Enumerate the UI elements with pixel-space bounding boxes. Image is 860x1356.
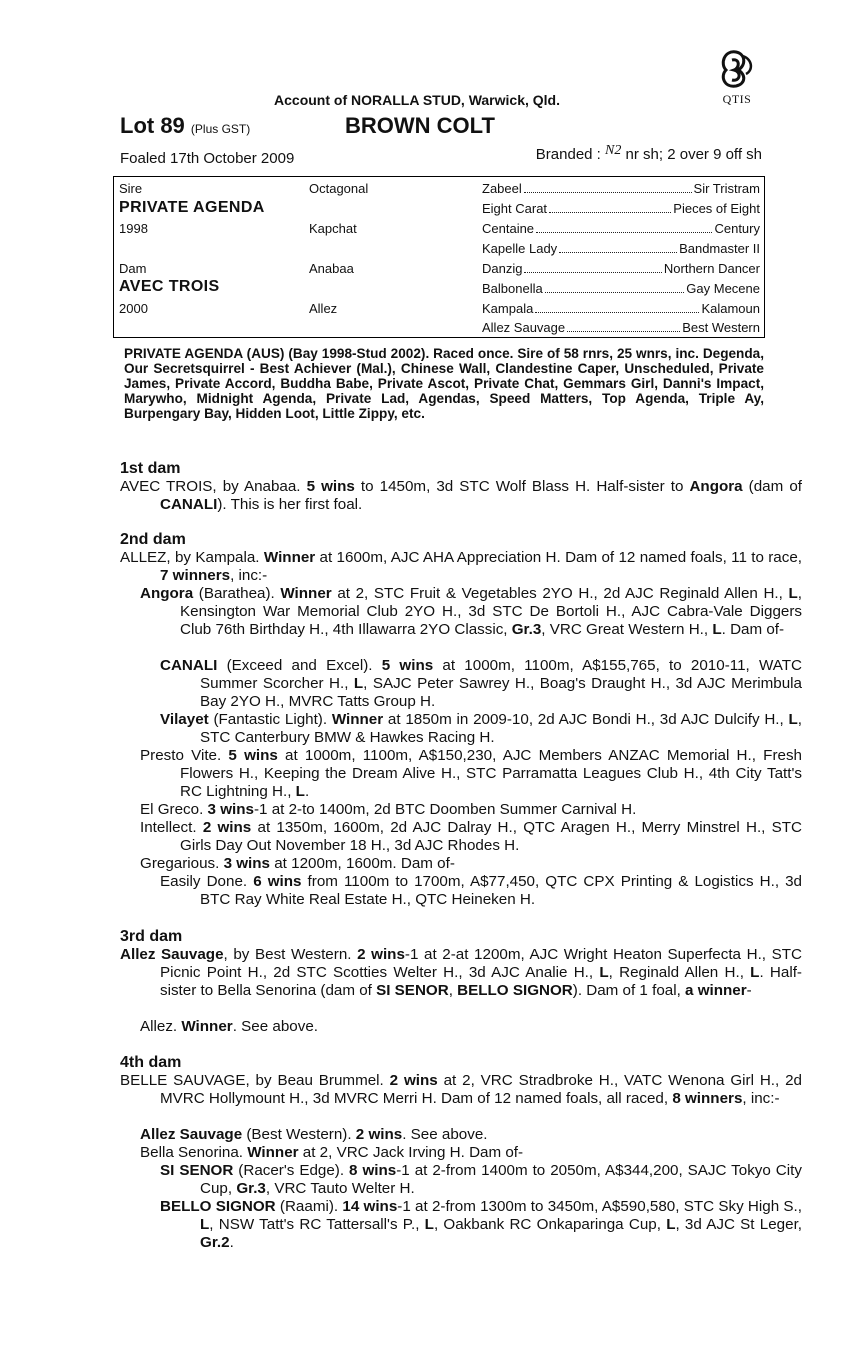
pedigree-table [113, 176, 765, 338]
produce-easily-done [160, 873, 802, 909]
emphasis-text: 2 wins [389, 1072, 438, 1089]
text-run: ). This is her first foal. [217, 496, 363, 513]
emphasis-text: a winner [685, 982, 747, 999]
great-grandparent: Northern Dancer [663, 261, 760, 276]
text-run: , inc:- [230, 567, 268, 584]
emphasis-text: Allez Sauvage [140, 1126, 243, 1143]
grandparent-row [482, 261, 760, 277]
grandparent-row [482, 241, 760, 257]
text-run: Allez. [140, 1018, 182, 1035]
text-run: -1 at 2-at 1200m, AJC Wright Heaton Superfecta H., STC Picnic Point H., 2d STC Scotties Welter H., 3d AJC Analie H., [160, 946, 802, 981]
text-run: El Greco. [140, 801, 208, 818]
dam-name: AVEC TROIS [119, 278, 220, 295]
text-run: -1 at 2-from 1400m to 2050m, A$344,200, SAJC Tokyo City Cup, [200, 1162, 802, 1197]
emphasis-text: L [599, 964, 609, 981]
text-run: , VRC Tauto Welter H. [265, 1180, 415, 1197]
emphasis-text: CANALI [160, 496, 218, 513]
text-run: at 1600m, AJC AHA Appreciation H. Dam of 12 named foals, 11 to race, [315, 549, 803, 566]
text-run: ). Dam of 1 foal, [572, 982, 686, 999]
emphasis-text: SI SENOR [376, 982, 449, 999]
text-run: at 1850m in 2009-10, 2d AJC Bondi H., 3d AJC Dulcify H., [383, 711, 789, 728]
text-run: BELLE SAUVAGE, by Beau Brummel. [120, 1072, 390, 1089]
text-run: (dam of [742, 478, 802, 495]
brand-details [535, 143, 762, 164]
emphasis-text: L [424, 1216, 434, 1233]
emphasis-text: L [788, 711, 798, 728]
text-run: , STC Canterbury BMW & Hawkes Racing H. [200, 711, 802, 746]
emphasis-text: 6 wins [253, 873, 302, 890]
dam-dam: Allez [309, 301, 338, 316]
emphasis-text: Winner [181, 1018, 233, 1035]
emphasis-text: 5 wins [306, 478, 355, 495]
branded-label: Branded : [535, 146, 601, 163]
text-run: , inc:- [742, 1090, 780, 1107]
text-run: (Exceed and Excel). [217, 657, 382, 674]
emphasis-text: Winner [280, 585, 332, 602]
emphasis-text: L [788, 585, 798, 602]
sire-year: 1998 [119, 221, 148, 236]
sire-label: Sire [119, 181, 143, 196]
fourth-dam-heading: 4th dam [120, 1054, 182, 1071]
second-dam-text [120, 549, 802, 585]
emphasis-text: Winner [331, 711, 384, 728]
grandparent: Danzig [482, 261, 523, 276]
text-run: . Half-sister to Bella Senorina (dam of [160, 964, 802, 999]
produce-allez [140, 1018, 802, 1036]
emphasis-text: L [295, 783, 305, 800]
produce-presto-vite [140, 747, 802, 801]
emphasis-text: Gr.3 [511, 621, 542, 638]
emphasis-text: Allez Sauvage [120, 946, 224, 963]
text-run: , Kensington War Memorial Club 2YO H., 3d STC De Bortoli H., AJC Cabra-Vale Diggers Club 76th Birthday H., 4th Illawarra 2YO Classic, [180, 585, 802, 638]
text-run: at 1000m, 1100m, A$150,230, AJC Members ANZAC Memorial H., Fresh Flowers H., Keeping the Dream Alive H., STC Parramatta Leagues Club H., 4th City Tatt's RC Lightning H., [180, 747, 802, 800]
emphasis-text: 2 wins [202, 819, 252, 836]
emphasis-text: Winner [263, 549, 316, 566]
produce-el-greco [140, 801, 802, 819]
grandparent-row [482, 201, 760, 217]
produce-angora [140, 585, 802, 639]
sire-name: PRIVATE AGENDA [119, 199, 265, 216]
emphasis-text: L [666, 1216, 676, 1233]
emphasis-text: Angora [689, 478, 743, 495]
text-run: to 1450m, 3d STC Wolf Blass H. Half-sister to [354, 478, 690, 495]
text-run: Easily Done. [160, 873, 254, 890]
text-run: , Oakbank RC Onkaparinga Cup, [433, 1216, 667, 1233]
third-dam-heading: 3rd dam [120, 928, 183, 945]
gst-note: (Plus GST) [190, 122, 251, 136]
great-grandparent: Gay Mecene [686, 281, 760, 296]
text-run: - [746, 982, 752, 999]
text-run: . [304, 783, 310, 800]
sire-sire: Octagonal [309, 181, 369, 196]
great-grandparent: Century [714, 221, 760, 236]
text-run: . See above. [402, 1126, 488, 1143]
text-run: Intellect. [140, 819, 203, 836]
emphasis-text: Gr.3 [236, 1180, 266, 1197]
emphasis-text: SI SENOR [160, 1162, 234, 1179]
text-run: Bella Senorina. [140, 1144, 248, 1161]
emphasis-text: 7 winners [160, 567, 231, 584]
grandparent: Eight Carat [482, 201, 548, 216]
emphasis-text: Winner [247, 1144, 299, 1161]
first-dam-text [120, 478, 802, 514]
grandparent-row [482, 301, 760, 317]
emphasis-text: 8 wins [349, 1162, 397, 1179]
text-run: Presto Vite. [140, 747, 229, 764]
qtis-logo-text: QTIS [722, 92, 752, 106]
lot-number [120, 113, 250, 139]
grandparent: Centaine [482, 221, 535, 236]
great-grandparent: Pieces of Eight [673, 201, 760, 216]
text-run: . [229, 1234, 234, 1251]
text-run: , VRC Great Western H., [541, 621, 713, 638]
text-run: AVEC TROIS, by Anabaa. [120, 478, 307, 495]
text-run: at 2, STC Fruit & Vegetables 2YO H., 2d AJC Reginald Allen H., [331, 585, 789, 602]
grandparent: Balbonella [482, 281, 543, 296]
fourth-dam-text [120, 1072, 802, 1108]
emphasis-text: L [750, 964, 760, 981]
text-run: , Reginald Allen H., [608, 964, 751, 981]
text-run: at 1350m, 1600m, 2d AJC Dalray H., QTC Aragen H., Merry Minstrel H., STC Girls Day Out November 18 H., 3d AJC Rhodes H. [180, 819, 802, 854]
text-run: (Fantastic Light). [208, 711, 332, 728]
emphasis-text: 2 wins [357, 946, 405, 963]
emphasis-text: BELLO SIGNOR [457, 982, 573, 999]
horse-description: BROWN COLT [345, 113, 495, 138]
lot-label: Lot 89 [120, 113, 185, 138]
emphasis-text: 2 wins [355, 1126, 403, 1143]
emphasis-text: Vilayet [160, 711, 209, 728]
great-grandparent: Best Western [682, 320, 760, 335]
text-run: (Racer's Edge). [233, 1162, 350, 1179]
great-grandparent: Bandmaster II [679, 241, 760, 256]
text-run: from 1100m to 1700m, A$77,450, QTC CPX Printing & Logistics H., 3d BTC Ray White Real Estate H., QTC Heineken H. [200, 873, 802, 908]
grandparent: Kapelle Lady [482, 241, 558, 256]
text-run: -1 at 2-from 1300m to 3450m, A$590,580, STC Sky High S., [397, 1198, 802, 1215]
text-run: (Raami). [275, 1198, 343, 1215]
grandparent: Zabeel [482, 181, 522, 196]
emphasis-text: BELLO SIGNOR [160, 1198, 276, 1215]
text-run: , 3d AJC St Leger, [675, 1216, 803, 1233]
emphasis-text: 5 wins [381, 657, 434, 674]
branded-text: nr sh; 2 over 9 off sh [625, 146, 762, 163]
grandparent: Kampala [482, 301, 534, 316]
emphasis-text: Angora [140, 585, 194, 602]
produce-gregarious [140, 855, 802, 873]
third-dam-text [120, 946, 802, 1000]
sire-dam: Kapchat [309, 221, 357, 236]
produce-bella-senorina [140, 1144, 802, 1162]
emphasis-text: 3 wins [223, 855, 271, 872]
text-run: , [448, 982, 458, 999]
produce-vilayet [160, 711, 802, 747]
text-run: , by Best Western. [223, 946, 358, 963]
produce-intellect [140, 819, 802, 855]
produce-bello-signor [160, 1198, 802, 1252]
grandparent-row [482, 181, 760, 197]
text-run: at 2, VRC Jack Irving H. Dam of- [298, 1144, 524, 1161]
text-run: (Barathea). [193, 585, 281, 602]
emphasis-text: 8 winners [672, 1090, 743, 1107]
grandparent-row [482, 281, 760, 297]
text-run: at 1000m, 1100m, A$155,765, to 2010-11, WATC Summer Scorcher H., [200, 657, 802, 692]
text-run: Gregarious. [140, 855, 224, 872]
emphasis-text: L [353, 675, 364, 692]
grandparent-row [482, 320, 760, 336]
foaled-date: Foaled 17th October 2009 [120, 150, 295, 167]
emphasis-text: 5 wins [228, 747, 278, 764]
dam-label: Dam [119, 261, 147, 276]
dam-year: 2000 [119, 301, 148, 316]
text-run: , SAJC Peter Sawrey H., Boag's Draught H., 3d AJC Merimbula Bay 2YO H., MVRC Tatts Group H. [200, 675, 802, 710]
second-dam-heading: 2nd dam [120, 531, 186, 548]
grandparent-row [482, 221, 760, 237]
produce-allez-sauvage [140, 1126, 802, 1144]
emphasis-text: Gr.2 [200, 1234, 230, 1251]
vendor-account: Account of NORALLA STUD, Warwick, Qld. [274, 92, 560, 108]
text-run: -1 at 2-to 1400m, 2d BTC Doomben Summer Carnival H. [253, 801, 637, 818]
sire-summary: PRIVATE AGENDA (AUS) (Bay 1998-Stud 2002). Raced once. Sire of 58 rnrs, 25 wnrs, inc. Degenda, Our Secretsquirrel - Best Achiever (Mal.), Chinese Wall, Clandestine Caper, Unscheduled, Private James, Private Accord, Buddha Babe, Private Ascot, Private Chat, Gemmars Girl, Danni's Impact, Marywho, Midnight Agenda, Private Lad, Agendas, Speed Matters, Top Agenda, Triple Ay, Burpengary Bay, Hidden Loot, Little Zippy, etc. [124, 346, 764, 421]
text-run: at 1200m, 1600m. Dam of- [270, 855, 455, 872]
great-grandparent: Sir Tristram [693, 181, 760, 196]
emphasis-text: 14 wins [342, 1198, 398, 1215]
produce-si-senor [160, 1162, 802, 1198]
dam-sire: Anabaa [309, 261, 354, 276]
grandparent: Allez Sauvage [482, 320, 566, 335]
produce-canali [160, 657, 802, 711]
text-run: , NSW Tatt's RC Tattersall's P., [209, 1216, 425, 1233]
emphasis-text: 3 wins [207, 801, 254, 818]
text-run: . See above. [232, 1018, 318, 1035]
text-run: . Dam of- [721, 621, 785, 638]
first-dam-heading: 1st dam [120, 460, 181, 477]
emphasis-text: L [712, 621, 722, 638]
emphasis-text: CANALI [160, 657, 218, 674]
brand-mark: N2 [605, 143, 622, 158]
text-run: at 2, VRC Stradbroke H., VATC Wenona Girl H., 2d MVRC Hollymount H., 3d MVRC Merri H. Dam of 12 named foals, all raced, [160, 1072, 802, 1107]
text-run: (Best Western). [242, 1126, 356, 1143]
emphasis-text: L [200, 1216, 210, 1233]
great-grandparent: Kalamoun [701, 301, 760, 316]
text-run: ALLEZ, by Kampala. [120, 549, 264, 566]
